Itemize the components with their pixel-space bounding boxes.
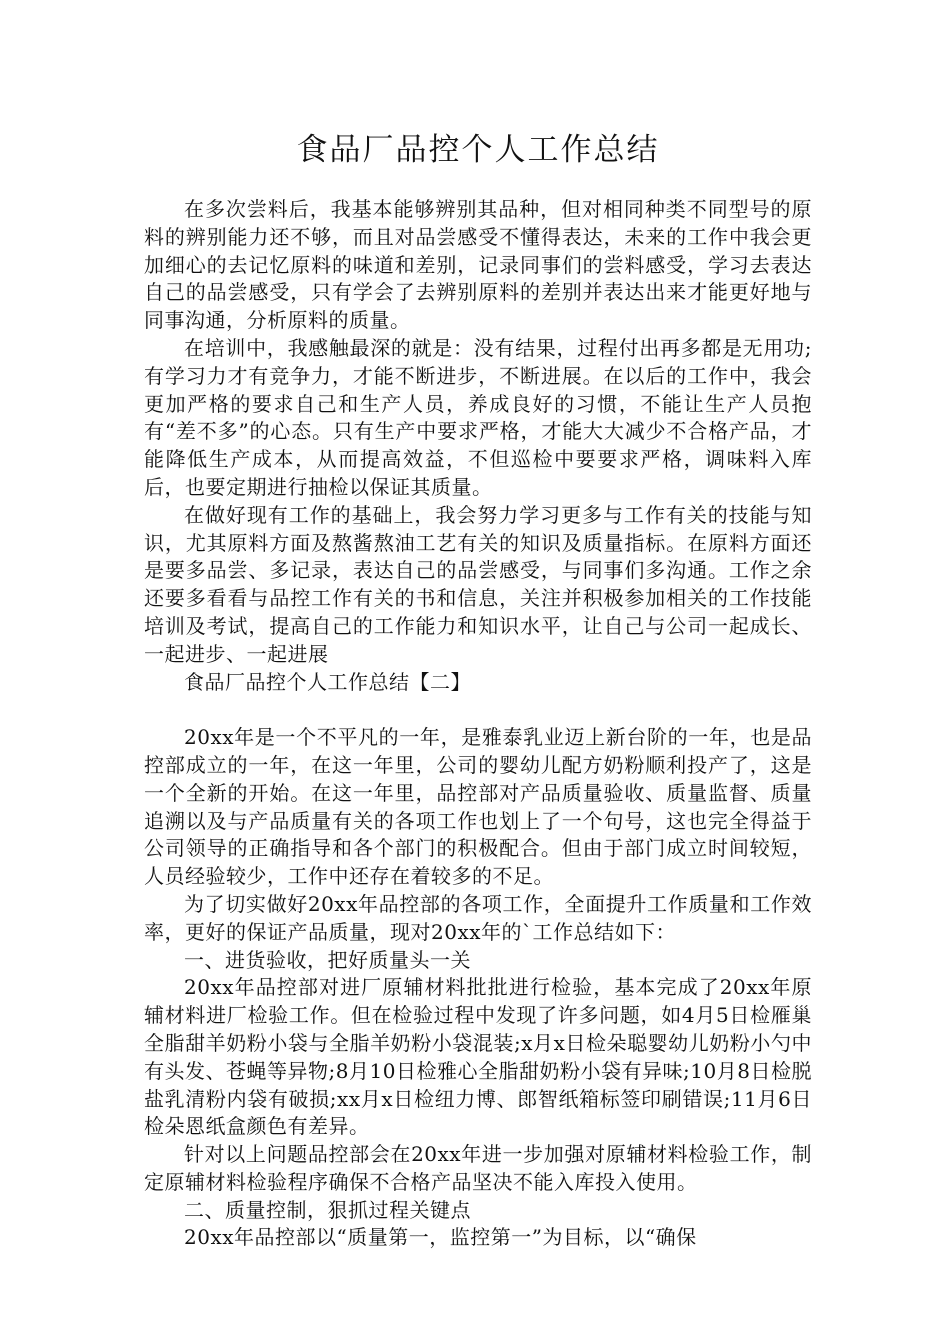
paragraph: 为了切实做好20xx年品控部的各项工作，全面提升工作质量和工作效率，更好的保证产品质量，现对20xx年的`工作总结如下： bbox=[144, 891, 812, 944]
document-title: 食品厂品控个人工作总结 bbox=[296, 132, 660, 168]
section-heading-2: 二、质量控制，狠抓过程关键点 bbox=[184, 1197, 471, 1222]
paragraph: 针对以上问题品控部会在20xx年进一步加强对原辅材料检验工作，制定原辅材料检验程序确保不合格产品坚决不能入库投入使用。 bbox=[144, 1142, 812, 1194]
paragraph: 20xx年品控部对进厂原辅材料批批进行检验，基本完成了20xx年原辅材料进厂检验工作。但在检验过程中发现了许多问题，如4月5日检雁巢全脂甜羊奶粉小袋与全脂羊奶粉小袋混装;x月x日检朵聪婴幼儿奶粉小勺中有头发、苍蝇等异物;8月10日检雅心全脂甜奶粉小袋有异味;10月8日检脱盐乳清粉内袋有破损;xx月x日检纽力博、郎智纸箱标签印刷错误;11月6日检朵恩纸盒颜色有差异。 bbox=[144, 975, 812, 1139]
paragraph: 20xx年品控部以“质量第一，监控第一”为目标，以“确保 bbox=[184, 1225, 697, 1250]
section-heading-1: 一、进货验收，把好质量头一关 bbox=[184, 947, 471, 972]
paragraph: 20xx年是一个不平凡的一年，是雅泰乳业迈上新台阶的一年，也是品控部成立的一年，在这一年里，公司的婴幼儿配方奶粉顺利投产了，这是一个全新的开始。在这一年里，品控部对产品质量验收、质量监督、质量追溯以及与产品质量有关的各项工作也划上了一个句号，这也完全得益于公司领导的正确指导和各个部门的积极配合。但由于部门成立时间较短，人员经验较少，工作中还存在着较多的不足。 bbox=[144, 725, 812, 889]
document-page bbox=[144, 128, 812, 1252]
section2-title: 食品厂品控个人工作总结【二】 bbox=[184, 669, 471, 694]
paragraph: 在做好现有工作的基础上，我会努力学习更多与工作有关的技能与知识，尤其原料方面及熬酱熬油工艺有关的知识及质量指标。在原料方面还是要多品尝、多记录，表达自己的品尝感受，与同事们多沟通。工作之余还要多看看与品控工作有关的书和信息，关注并积极参加相关的工作技能培训及考试，提高自己的工作能力和知识水平，让自己与公司一起成长、一起进步、一起进展 bbox=[144, 502, 812, 666]
blank-line bbox=[144, 696, 812, 724]
paragraph: 在多次尝料后，我基本能够辨别其品种，但对相同种类不同型号的原料的辨别能力还不够，而且对品尝感受不懂得表达，未来的工作中我会更加细心的去记忆原料的味道和差别，记录同事们的尝料感受，学习去表达自己的品尝感受，只有学会了去辨别原料的差别并表达出来才能更好地与同事沟通，分析原料的质量。 bbox=[144, 197, 812, 333]
paragraph: 在培训中，我感触最深的就是：没有结果，过程付出再多都是无用功;有学习力才有竞争力，才能不断进步，不断进展。在以后的工作中，我会更加严格的要求自己和生产人员，养成良好的习惯，不能让生产人员抱有“差不多”的心态。只有生产中要求严格，才能大大减少不合格产品，才能降低生产成本，从而提高效益，不但巡检中要要求严格，调味料入库后，也要定期进行抽检以保证其质量。 bbox=[144, 335, 812, 499]
